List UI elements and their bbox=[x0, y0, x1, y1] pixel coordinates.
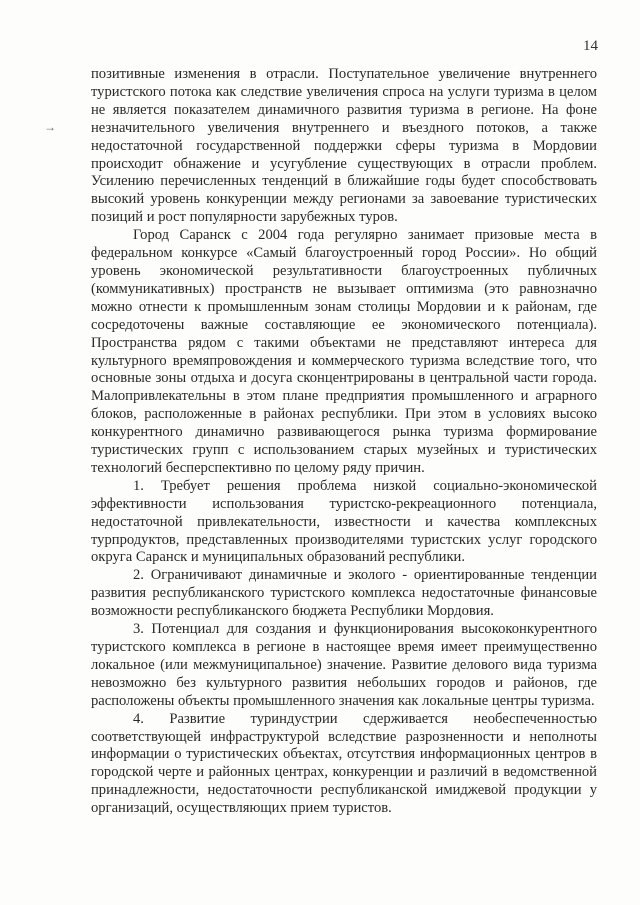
paragraph-item-3: 3. Потенциал для создания и функционирования высококонкурентного туристского комплекса в регионе в настоящее время имеет преимущественно локальное (или межмуниципальное) значение. Развитие делового вида туризма невозможно без культурного развития небольших городов и районов, где расположены объекты промышленного значения как локальные центры туризма. bbox=[91, 621, 597, 709]
paragraph-item-1: 1. Требует решения проблема низкой социально-экономической эффективности использования туристско-рекреационного потенциала, недостаточной привлекательности, известности и качества комплексных турпродуктов, представленных производителями туристских услуг городского округа Саранск и муниципальных образований республики. bbox=[91, 477, 597, 566]
page-number: 14 bbox=[583, 38, 598, 54]
paragraph-item-2: 2. Ограничивают динамичные и эколого - ориентированные тенденции развития республиканского туристского комплекса недостаточные финансовые возможности республиканского бюджета Республики Мордовия. bbox=[91, 567, 597, 620]
margin-mark: → bbox=[44, 120, 56, 134]
paragraph-item-4: 4. Развитие туриндустрии сдерживается необеспеченностью соответствующей инфраструктурой вследствие разрозненности и неполноты информации о туристических объектах, отсутствия информационных центров в городской черте и районных центрах, конкуренции и различий в ведомственной принадлежности, недостаточности республиканской имиджевой продукции у организаций, осуществляющих прием туристов. bbox=[91, 710, 597, 817]
paragraph-continuation: позитивные изменения в отрасли. Поступательное увеличение внутреннего туристского потока как следствие увеличения спроса на услуги туризма в целом не является показателем динамичного развития туризма в регионе. На фоне незначительного увеличения внутреннего и въездного потоков, а также недостаточной государственной поддержки сферы туризма в Мордовии происходит обнажение и усугубление существующих в отрасли проблем. Усилению перечисленных тенденций в ближайшие годы будет способствовать высокий уровень конкуренции между регионами за завоевание туристических позиций и рост популярности зарубежных туров. bbox=[91, 66, 597, 226]
body-text bbox=[91, 66, 597, 818]
paragraph-saransk: Город Саранск с 2004 года регулярно занимает призовые места в федеральном конкурсе «Самый благоустроенный город России». Но общий уровень экономической результативности благоустроенных публичных (коммуникативных) пространств не вызывает оптимизма (это равнозначно можно отнести к промышленным зонам столицы Мордовии и к районам, где сосредоточены важные составляющие ее экономического потенциала). Пространства рядом с такими объектами не представляют интереса для культурного времяпровождения и коммерческого туризма вследствие того, что основные зоны отдыха и досуга сконцентрированы в центральной части города. Малопривлекательны в этом плане предприятия промышленного и аграрного блоков, расположенные в районах республики. При этом в условиях высоко конкурентного динамично развивающегося рынка туризма формирование туристических групп с использованием старых музейных и туристических технологий бесперспективно по целому ряду причин. bbox=[91, 227, 597, 476]
